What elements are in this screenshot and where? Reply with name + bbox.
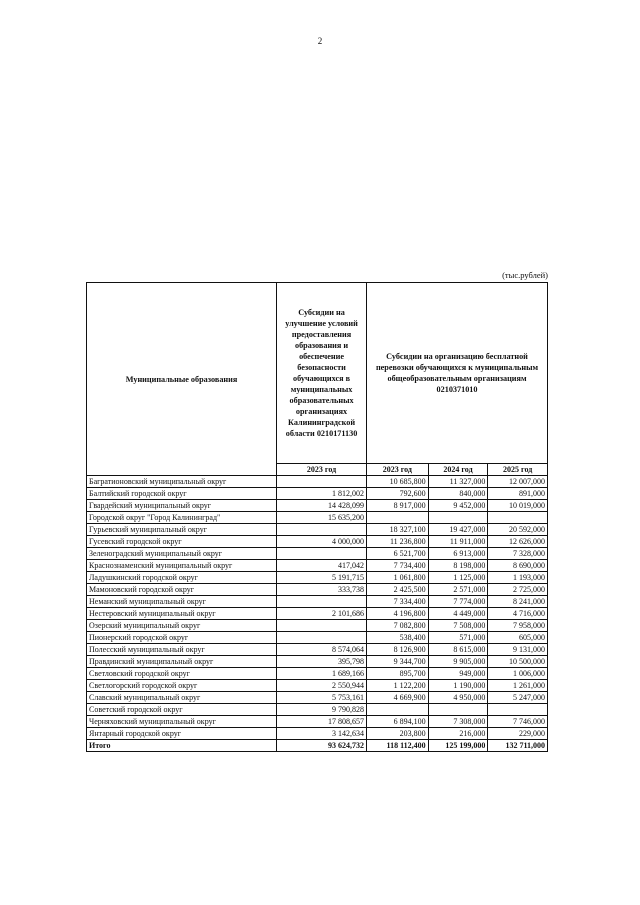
- value-cell: 9 131,000: [488, 644, 548, 656]
- header-subsidy-transport: Субсидии на организацию бесплатной перевозки обучающихся к муниципальным общеобразовательным организациям 0210371010: [367, 283, 548, 464]
- value-cell: 7 746,000: [488, 716, 548, 728]
- value-cell: [488, 704, 548, 716]
- municipality-name: Гвардейский муниципальный округ: [87, 500, 277, 512]
- value-cell: [428, 704, 488, 716]
- value-cell: 15 635,200: [277, 512, 367, 524]
- value-cell: 8 198,000: [428, 560, 488, 572]
- table-row: [87, 512, 548, 524]
- municipality-name: Светлогорский городской округ: [87, 680, 277, 692]
- table-row: [87, 596, 548, 608]
- value-cell: 395,798: [277, 656, 367, 668]
- value-cell: 7 328,000: [488, 548, 548, 560]
- value-cell: 11 236,800: [367, 536, 429, 548]
- table-row: [87, 692, 548, 704]
- municipality-name: Зеленоградский муниципальный округ: [87, 548, 277, 560]
- value-cell: 4 000,000: [277, 536, 367, 548]
- value-cell: 9 790,828: [277, 704, 367, 716]
- page-number: 2: [317, 36, 323, 46]
- municipality-name: Правдинский муниципальный округ: [87, 656, 277, 668]
- table-row: [87, 476, 548, 488]
- value-cell: [277, 524, 367, 536]
- municipality-name: Городской округ "Город Калининград": [87, 512, 277, 524]
- table-row: [87, 632, 548, 644]
- value-cell: 2 425,500: [367, 584, 429, 596]
- municipality-name: Багратионовский муниципальный округ: [87, 476, 277, 488]
- value-cell: 7 308,000: [428, 716, 488, 728]
- municipality-name: Неманский муниципальный округ: [87, 596, 277, 608]
- table-row: [87, 656, 548, 668]
- value-cell: 18 327,100: [367, 524, 429, 536]
- value-cell: 1 689,166: [277, 668, 367, 680]
- table-row: [87, 728, 548, 740]
- municipality-name: Балтийский городской округ: [87, 488, 277, 500]
- municipality-name: Янтарный городской округ: [87, 728, 277, 740]
- value-cell: 10 019,000: [488, 500, 548, 512]
- municipality-name: Полесский муниципальный округ: [87, 644, 277, 656]
- value-cell: 7 082,800: [367, 620, 429, 632]
- municipality-name: Гурьевский муниципальный округ: [87, 524, 277, 536]
- value-cell: [277, 596, 367, 608]
- value-cell: 1 261,000: [488, 680, 548, 692]
- value-cell: 2 725,000: [488, 584, 548, 596]
- municipality-name: Мамоновский городской округ: [87, 584, 277, 596]
- value-cell: 4 716,000: [488, 608, 548, 620]
- value-cell: [277, 620, 367, 632]
- table-row: [87, 608, 548, 620]
- value-cell: 216,000: [428, 728, 488, 740]
- value-cell: 891,000: [488, 488, 548, 500]
- value-cell: 1 061,800: [367, 572, 429, 584]
- table-row: [87, 524, 548, 536]
- table-row: [87, 500, 548, 512]
- year-header: 2023 год: [277, 464, 367, 476]
- value-cell: 5 247,000: [488, 692, 548, 704]
- value-cell: 4 196,800: [367, 608, 429, 620]
- value-cell: 229,000: [488, 728, 548, 740]
- total-row: [87, 740, 548, 752]
- table-row: [87, 560, 548, 572]
- value-cell: [277, 476, 367, 488]
- year-header: 2024 год: [428, 464, 488, 476]
- value-cell: 1 125,000: [428, 572, 488, 584]
- table-body: [87, 476, 548, 752]
- value-cell: 8 241,000: [488, 596, 548, 608]
- table-row: [87, 704, 548, 716]
- table-row: [87, 536, 548, 548]
- table-row: [87, 644, 548, 656]
- value-cell: 7 508,000: [428, 620, 488, 632]
- municipality-name: Светловский городской округ: [87, 668, 277, 680]
- value-cell: 1 812,002: [277, 488, 367, 500]
- municipality-name: Ладушкинский городской округ: [87, 572, 277, 584]
- value-cell: 11 327,000: [428, 476, 488, 488]
- value-cell: 8 126,900: [367, 644, 429, 656]
- municipality-name: Гусевский городской округ: [87, 536, 277, 548]
- value-cell: 20 592,000: [488, 524, 548, 536]
- value-cell: 10 685,800: [367, 476, 429, 488]
- value-cell: 3 142,634: [277, 728, 367, 740]
- value-cell: 571,000: [428, 632, 488, 644]
- value-cell: 6 521,700: [367, 548, 429, 560]
- value-cell: 792,600: [367, 488, 429, 500]
- value-cell: 895,700: [367, 668, 429, 680]
- municipality-name: Пионерский городской округ: [87, 632, 277, 644]
- value-cell: 2 101,686: [277, 608, 367, 620]
- table-row: [87, 548, 548, 560]
- value-cell: 5 191,715: [277, 572, 367, 584]
- value-cell: 7 734,400: [367, 560, 429, 572]
- value-cell: 7 774,000: [428, 596, 488, 608]
- value-cell: [367, 704, 429, 716]
- value-cell: 12 626,000: [488, 536, 548, 548]
- value-cell: 2 571,000: [428, 584, 488, 596]
- value-cell: 9 452,000: [428, 500, 488, 512]
- units-label: (тыс.рублей): [502, 270, 548, 280]
- table-row: [87, 572, 548, 584]
- value-cell: 8 917,000: [367, 500, 429, 512]
- table-row: [87, 488, 548, 500]
- value-cell: 8 574,064: [277, 644, 367, 656]
- year-header: 2025 год: [488, 464, 548, 476]
- municipality-name: Нестеровский муниципальный округ: [87, 608, 277, 620]
- table-row: [87, 668, 548, 680]
- value-cell: 1 190,000: [428, 680, 488, 692]
- municipality-name: Черняховский муниципальный округ: [87, 716, 277, 728]
- value-cell: [428, 512, 488, 524]
- value-cell: 417,042: [277, 560, 367, 572]
- header-municipal: Муниципальные образования: [87, 283, 277, 476]
- value-cell: 4 449,000: [428, 608, 488, 620]
- value-cell: 2 550,944: [277, 680, 367, 692]
- value-cell: [277, 632, 367, 644]
- total-value-cell: 118 112,400: [367, 740, 429, 752]
- value-cell: 12 007,000: [488, 476, 548, 488]
- value-cell: 8 690,000: [488, 560, 548, 572]
- municipality-name: Краснознаменский муниципальный округ: [87, 560, 277, 572]
- total-value-cell: 93 624,732: [277, 740, 367, 752]
- municipality-name: Советский городской округ: [87, 704, 277, 716]
- value-cell: [367, 512, 429, 524]
- value-cell: 6 913,000: [428, 548, 488, 560]
- value-cell: 538,400: [367, 632, 429, 644]
- table-row: [87, 584, 548, 596]
- value-cell: 9 905,000: [428, 656, 488, 668]
- value-cell: 203,800: [367, 728, 429, 740]
- value-cell: 840,000: [428, 488, 488, 500]
- value-cell: [488, 512, 548, 524]
- value-cell: 14 428,099: [277, 500, 367, 512]
- value-cell: 4 950,000: [428, 692, 488, 704]
- total-value-cell: 125 199,000: [428, 740, 488, 752]
- value-cell: 19 427,000: [428, 524, 488, 536]
- value-cell: 11 911,000: [428, 536, 488, 548]
- value-cell: 1 122,200: [367, 680, 429, 692]
- table-row: [87, 716, 548, 728]
- municipality-name: Славский муниципальный округ: [87, 692, 277, 704]
- table-row: [87, 680, 548, 692]
- subsidy-table: [86, 282, 548, 752]
- value-cell: 4 669,900: [367, 692, 429, 704]
- value-cell: 5 753,161: [277, 692, 367, 704]
- total-value-cell: 132 711,000: [488, 740, 548, 752]
- value-cell: 17 808,657: [277, 716, 367, 728]
- value-cell: 605,000: [488, 632, 548, 644]
- value-cell: 7 958,000: [488, 620, 548, 632]
- value-cell: 9 344,700: [367, 656, 429, 668]
- table-row: [87, 620, 548, 632]
- value-cell: 6 894,100: [367, 716, 429, 728]
- value-cell: 949,000: [428, 668, 488, 680]
- value-cell: 1 006,000: [488, 668, 548, 680]
- value-cell: 333,738: [277, 584, 367, 596]
- value-cell: 10 500,000: [488, 656, 548, 668]
- value-cell: 8 615,000: [428, 644, 488, 656]
- value-cell: 7 334,400: [367, 596, 429, 608]
- total-label: Итого: [87, 740, 277, 752]
- value-cell: [277, 548, 367, 560]
- header-subsidy-improvement: Субсидии на улучшение условий предоставления образования и обеспечение безопасности обучающихся в муниципальных образовательных организациях Калининградской области 0210171130: [277, 283, 367, 464]
- year-header: 2023 год: [367, 464, 429, 476]
- value-cell: 1 193,000: [488, 572, 548, 584]
- municipality-name: Озерский муниципальный округ: [87, 620, 277, 632]
